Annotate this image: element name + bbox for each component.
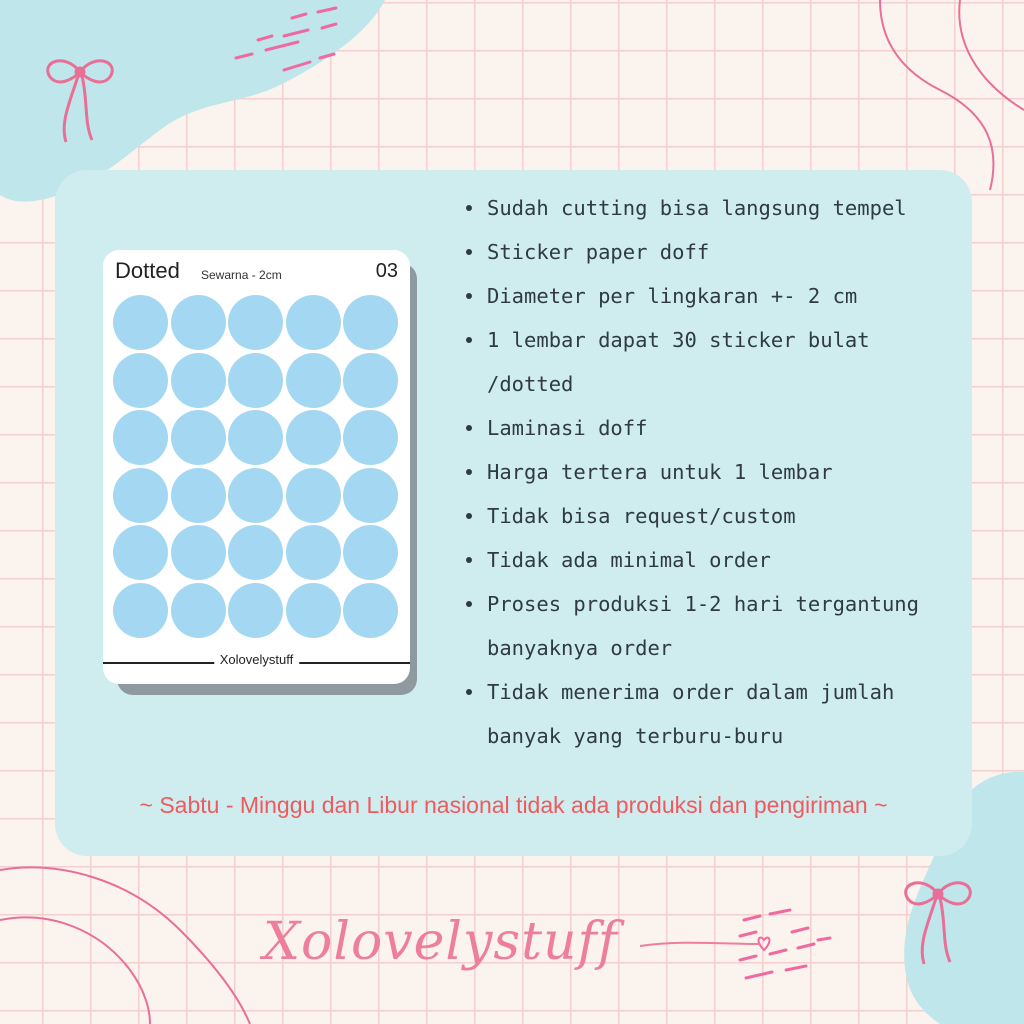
list-item: Tidak bisa request/custom	[466, 494, 966, 538]
list-item: Sudah cutting bisa langsung tempel	[466, 186, 966, 230]
heart-icon	[759, 938, 770, 950]
sticker-dot	[113, 525, 168, 580]
sticker-dot	[171, 295, 226, 350]
sticker-dot	[343, 525, 398, 580]
sticker-dot	[343, 353, 398, 408]
sticker-dot	[171, 353, 226, 408]
list-item: Diameter per lingkaran +- 2 cm	[466, 274, 966, 318]
sticker-dot	[113, 410, 168, 465]
sticker-dot	[228, 410, 283, 465]
sticker-dot	[286, 468, 341, 523]
sticker-dot	[343, 583, 398, 638]
list-item: Sticker paper doff	[466, 230, 966, 274]
sheet-number: 03	[375, 260, 398, 282]
sticker-dot	[286, 583, 341, 638]
sticker-dot	[286, 410, 341, 465]
top-right-swirl-2	[959, 0, 1024, 110]
list-item: Harga tertera untuk 1 lembar	[466, 450, 966, 494]
sticker-dot	[228, 353, 283, 408]
sticker-sheet	[103, 250, 410, 684]
signature: Xolovelystuff	[263, 912, 618, 972]
notice-text: ~ Sabtu - Minggu dan Libur nasional tidak ada produksi dan pengiriman ~	[139, 792, 888, 818]
sticker-dot	[113, 353, 168, 408]
sticker-dot	[286, 353, 341, 408]
top-right-swirl	[880, 0, 993, 190]
list-item: Proses produksi 1-2 hari tergantung banyaknya order	[466, 582, 966, 670]
signature-flourish	[640, 943, 760, 946]
sticker-dot	[113, 468, 168, 523]
sticker-dot	[343, 295, 398, 350]
sticker-dot	[228, 295, 283, 350]
sheet-subtitle: Sewarna - 2cm	[201, 268, 282, 282]
sticker-dot	[286, 295, 341, 350]
sticker-dot	[171, 525, 226, 580]
list-item: Tidak ada minimal order	[466, 538, 966, 582]
sticker-dot	[343, 410, 398, 465]
sticker-dot	[228, 525, 283, 580]
sticker-dot	[171, 410, 226, 465]
sticker-dot	[228, 468, 283, 523]
sticker-dot	[343, 468, 398, 523]
bottom-left-swirl-2	[0, 917, 150, 1024]
sticker-dot	[228, 583, 283, 638]
dot-grid	[113, 295, 398, 638]
sticker-dot	[113, 583, 168, 638]
list-item: 1 lembar dapat 30 sticker bulat /dotted	[466, 318, 966, 406]
sticker-dot	[171, 583, 226, 638]
sticker-dot	[171, 468, 226, 523]
sticker-dot	[286, 525, 341, 580]
list-item: Laminasi doff	[466, 406, 966, 450]
sheet-brand: Xolovelystuff	[214, 652, 299, 667]
list-item: Tidak menerima order dalam jumlah banyak yang terburu-buru	[466, 670, 966, 758]
sheet-title: Dotted	[115, 258, 180, 283]
feature-list	[466, 186, 966, 758]
sticker-dot	[113, 295, 168, 350]
bottom-left-swirl	[0, 868, 250, 1024]
